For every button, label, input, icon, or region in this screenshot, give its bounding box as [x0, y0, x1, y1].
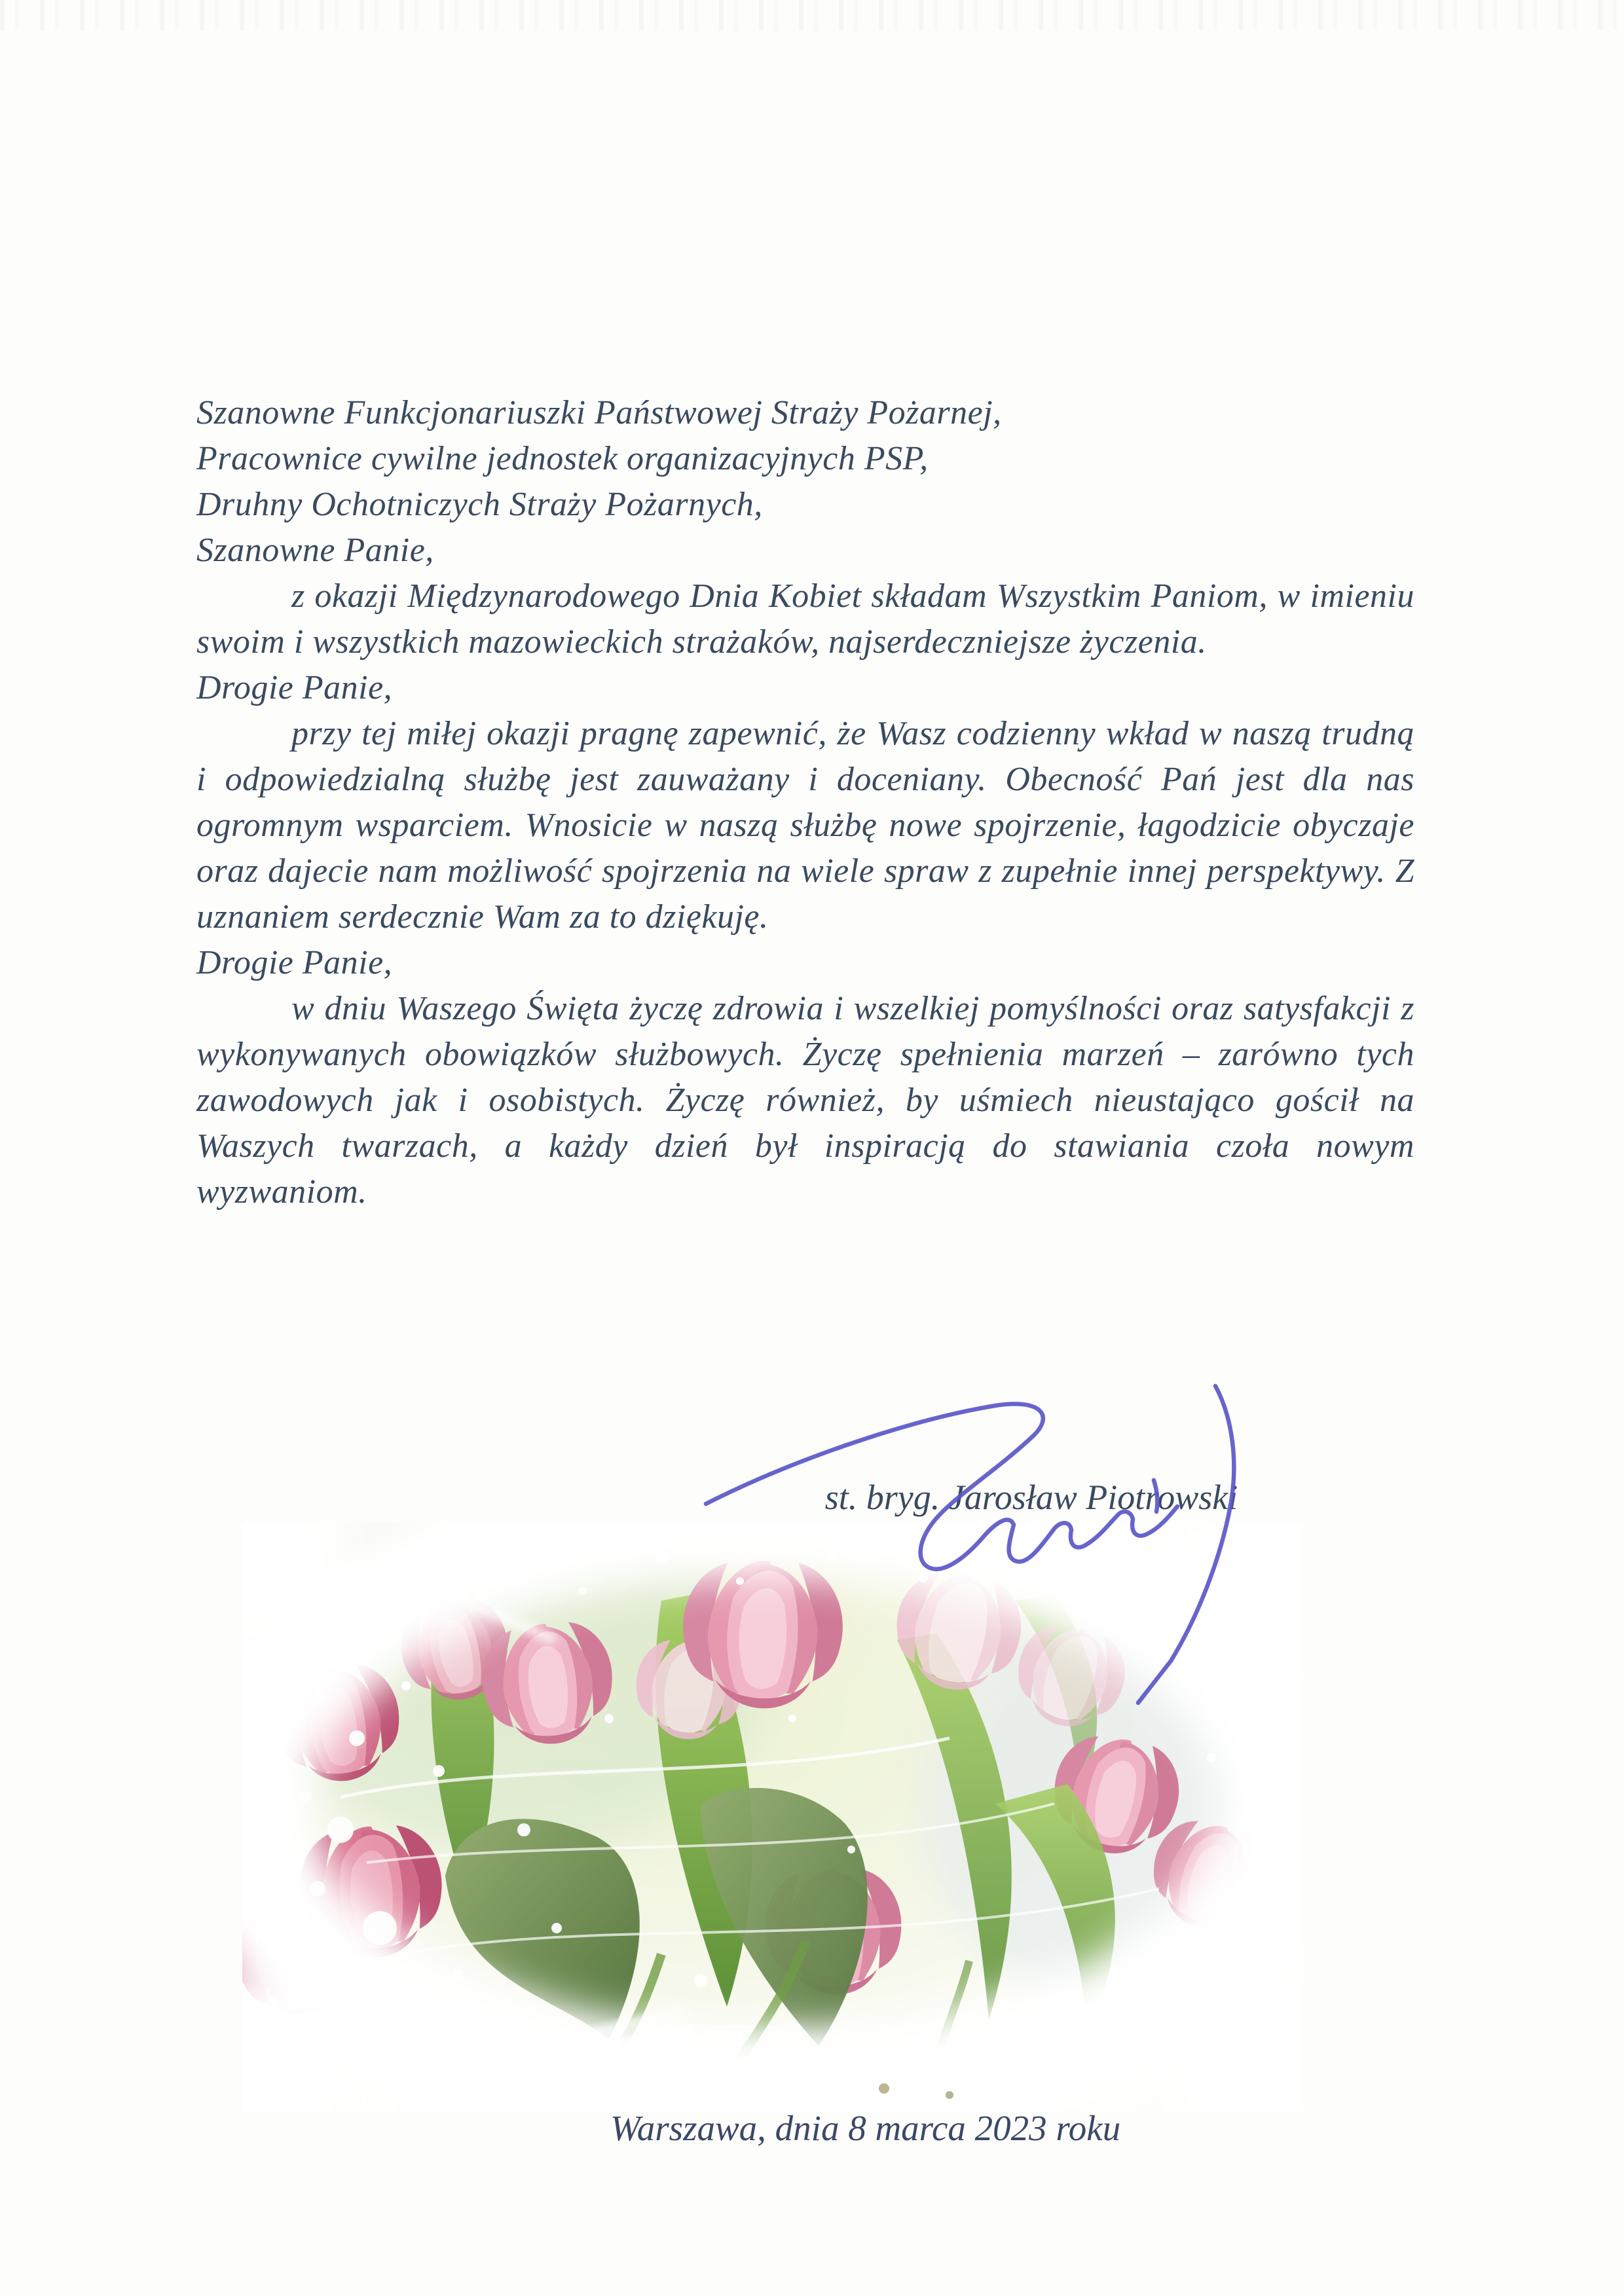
paragraph-intro: z okazji Międzynarodowego Dnia Kobiet składam Wszystkim Paniom, w imieniu swoim i wszystkich mazowieckich strażaków, najserdeczniejsze życzenia. — [196, 577, 1414, 661]
paragraph-appreciation: przy tej miłej okazji pragnę zapewnić, że Wasz codzienny wkład w naszą trudną i odpowiedzialną służbę jest zauważany i doceniany. Obecność Pań jest dla nas ogromnym wsparciem. Wnosicie w naszą służbę nowe spojrzenie, łagodzicie obyczaje oraz dajecie nam możliwość spojrzenia na wiele spraw z zupełnie innej perspektywy. Z uznaniem serdecznie Wam za to dziękuję. — [196, 715, 1414, 936]
handwritten-signature — [688, 1365, 1277, 1705]
salutation-line-2: Pracownice cywilne jednostek organizacyjnych PSP, — [196, 440, 929, 477]
greeting-line-repeat: Drogie Panie, — [196, 944, 393, 981]
paragraph-wishes: w dniu Waszego Święta życzę zdrowia i wszelkiej pomyślności oraz satysfakcji z wykonywanych obowiązków służbowych. Życzę spełnienia marzeń – zarówno tych zawodowych jak i osobistych. Życzę również, by uśmiech nieustająco gościł na Waszych twarzach, a każdy dzień był inspiracją do stawiania czoła nowym wyzwaniom. — [196, 990, 1414, 1211]
signer-name: st. bryg. Jarosław Piotrowski — [824, 1478, 1238, 1517]
letter-body — [196, 0, 1414, 1215]
salutation-block — [196, 390, 1414, 574]
greeting-line: Drogie Panie, — [196, 669, 393, 706]
salutation-line-4: Szanowne Panie, — [196, 532, 434, 569]
salutation-line-3: Druhny Ochotniczych Straży Pożarnych, — [196, 486, 763, 523]
date-line: Warszawa, dnia 8 marca 2023 roku — [610, 2108, 1121, 2148]
salutation-line-1: Szanowne Funkcjonariuszki Państwowej Straży Pożarnej, — [196, 394, 1002, 431]
